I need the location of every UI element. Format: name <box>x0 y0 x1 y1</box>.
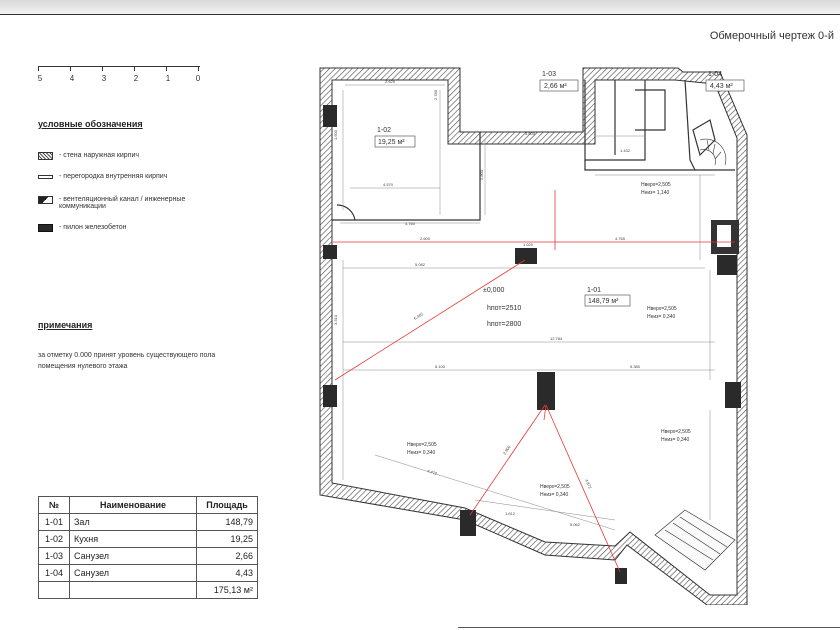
scale-tick <box>102 66 103 71</box>
window-height-top: Hверх=2,505 <box>661 429 691 435</box>
dim-label: 6.402 <box>412 311 425 321</box>
scale-label: 1 <box>165 74 171 83</box>
room-number: 1-04 <box>39 565 70 582</box>
total-area: 175,13 м² <box>197 582 258 599</box>
pylon <box>615 568 627 584</box>
legend-heading: условные обозначения <box>38 119 143 129</box>
table-row <box>39 548 258 565</box>
empty-cell <box>70 582 197 599</box>
room-number-label: 1-04 <box>708 71 723 78</box>
pylon-swatch-icon <box>38 224 53 232</box>
room-area-label: 19,25 м² <box>378 139 405 146</box>
room-name: Кухня <box>70 531 197 548</box>
scale-label: 0 <box>195 74 201 83</box>
room-area: 148,79 <box>197 514 258 531</box>
dim-label: 4.765 <box>615 236 626 241</box>
room-number: 1-02 <box>39 531 70 548</box>
dim-label: 3.600 <box>525 131 536 136</box>
dim-label: 4.872 <box>584 478 593 490</box>
scale-tick <box>70 66 71 71</box>
dim-label: 1.612 <box>505 511 516 516</box>
window-height-bottom: Hниз= 0,340 <box>540 492 569 498</box>
vent-opening <box>717 225 731 247</box>
legend-label: - пилон железобетон <box>59 224 127 231</box>
room-name: Зал <box>70 514 197 531</box>
legend-label: - перегородка внутренняя кирпич <box>59 173 168 180</box>
table-total-row <box>39 582 258 599</box>
dim-label: 4.472 <box>426 468 438 477</box>
room-area-label: 2,66 м² <box>544 83 567 90</box>
window-height-bottom: Hниз= 0,340 <box>407 450 436 456</box>
room-area: 2,66 <box>197 548 258 565</box>
ceiling-height-label: hпот=2800 <box>487 321 522 328</box>
dim-label: 5.062 <box>570 522 581 527</box>
table-header-row <box>39 497 258 514</box>
frame-line <box>458 627 840 628</box>
table-row <box>39 514 258 531</box>
room-number: 1-03 <box>39 548 70 565</box>
top-toolbar-strip <box>0 0 840 15</box>
dim-label: 1.600 <box>333 129 338 140</box>
column-header: № <box>39 497 70 514</box>
scale-label: 5 <box>37 74 43 83</box>
scale-tick <box>38 66 39 71</box>
floor-plan-drawing <box>315 60 755 605</box>
pylon <box>460 510 476 536</box>
window-height-bottom: Hниз= 0,340 <box>661 437 690 443</box>
dim-label: 5.082 <box>415 262 426 267</box>
notes-heading: примечания <box>38 320 93 330</box>
column-header: Площадь <box>197 497 258 514</box>
legend-item <box>38 173 223 180</box>
legend-item <box>38 152 223 160</box>
room-area: 19,25 <box>197 531 258 548</box>
dim-label: 1.020 <box>523 242 534 247</box>
table-row <box>39 531 258 548</box>
scale-label: 3 <box>101 74 107 83</box>
room-number-label: 1-02 <box>377 127 392 134</box>
room-table <box>38 496 258 599</box>
dim-label: 2.620 <box>385 79 396 84</box>
pylon <box>725 382 741 408</box>
dim-label: 4.570 <box>383 182 394 187</box>
ceiling-height-label: hпот=2510 <box>487 305 522 312</box>
scale-label: 4 <box>69 74 75 83</box>
vent-swatch-icon <box>38 196 53 204</box>
dim-label: 3.310 <box>333 314 338 325</box>
room-number-label: 1-03 <box>542 71 557 78</box>
scale-tick <box>198 66 199 71</box>
dim-label: 2.780 <box>433 89 438 100</box>
empty-cell <box>39 582 70 599</box>
scale-bar <box>38 66 208 88</box>
brick-wall-swatch-icon <box>38 152 53 160</box>
room-number-label: 1-01 <box>587 287 602 294</box>
dim-label: 1.432 <box>620 148 631 153</box>
drawing-title: Обмерочный чертеж 0-й <box>709 30 834 42</box>
window-height-top: Hверх=2,505 <box>641 182 671 188</box>
pylon <box>323 105 337 127</box>
scale-tick <box>166 66 167 71</box>
scale-label: 2 <box>133 74 139 83</box>
room-number: 1-01 <box>39 514 70 531</box>
window-height-top: Hверх=2,505 <box>407 442 437 448</box>
scale-tick <box>134 66 135 71</box>
pylon <box>323 385 337 407</box>
notes-text: за отметку 0.000 принят уровень существующего пола помещения нулевого этажа <box>38 352 216 370</box>
room-area-label: 4,43 м² <box>710 83 733 90</box>
dim-label: 12.784 <box>550 336 563 341</box>
legend-label: - вентеляционный канал / инженерные коммуникации <box>59 196 186 210</box>
column-header: Наименование <box>70 497 197 514</box>
dim-label: 4.760 <box>405 221 416 226</box>
pylon <box>515 248 537 264</box>
window-height-bottom: Hниз= 0,340 <box>647 314 676 320</box>
pylon <box>323 245 337 259</box>
room-area-label: 148,79 м² <box>588 298 619 305</box>
table-row <box>39 565 258 582</box>
legend-item <box>38 224 223 232</box>
room-name: Санузел <box>70 548 197 565</box>
pylon <box>537 372 555 410</box>
window-height-top: Hверх=2,505 <box>540 484 570 490</box>
legend-label: - стена наружная кирпич <box>59 152 140 159</box>
room-name: Санузел <box>70 565 197 582</box>
dim-label: 6.100 <box>435 364 446 369</box>
window-height-top: Hверх=2,505 <box>647 306 677 312</box>
elevation-label: ±0,000 <box>483 287 505 294</box>
pylon <box>717 255 737 275</box>
legend-item <box>38 196 223 210</box>
scale-line <box>38 66 200 70</box>
partition-swatch-icon <box>38 175 53 179</box>
room-area: 4,43 <box>197 565 258 582</box>
dim-label: 2.600 <box>420 236 431 241</box>
dim-label: 2.900 <box>501 444 512 456</box>
window-height-bottom: Hниз= 1,140 <box>641 190 670 196</box>
dim-label: 5.380 <box>630 364 641 369</box>
dim-label: 2.800 <box>479 169 484 180</box>
